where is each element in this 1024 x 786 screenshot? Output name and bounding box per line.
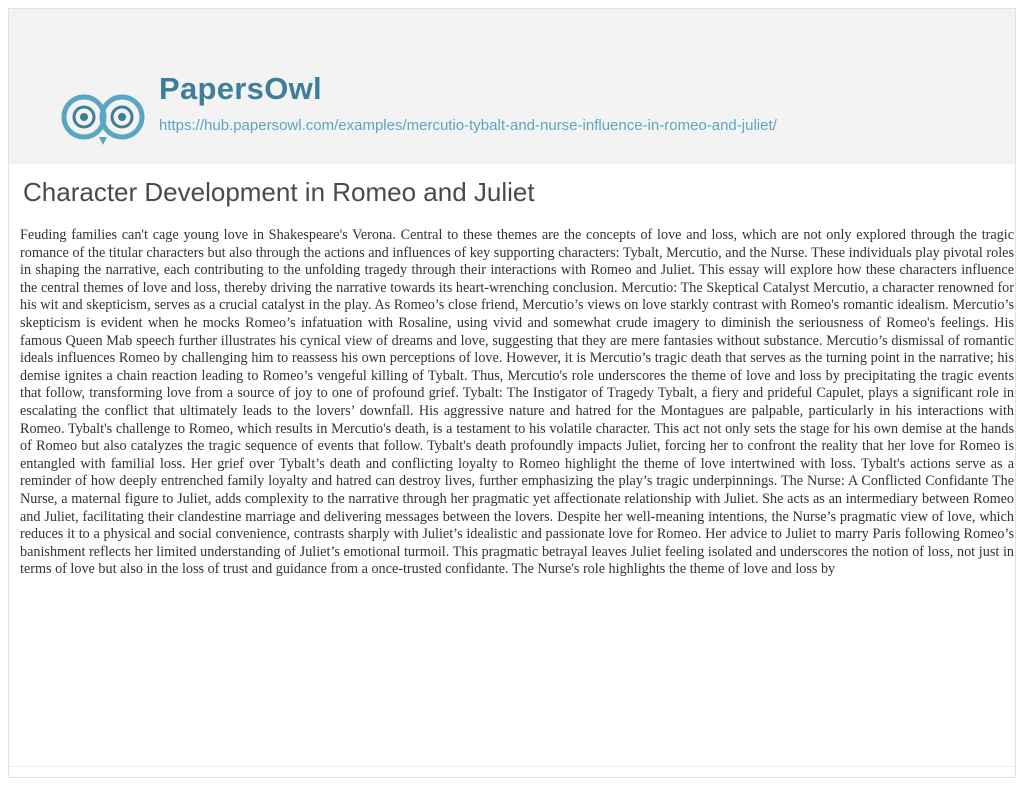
owl-logo-icon [55,73,151,153]
header [9,9,1015,164]
article-body: Feuding families can't cage young love in Shakespeare's Verona. Central to these themes are the concepts of love and loss, which are not only explored through the tragic romance of the titular characters but also through the actions and influences of key supporting characters: Tybalt, Mercutio, and the Nurse. These individuals play pivotal roles in shaping the narrative, each contributing to the unfolding tragedy through their interactions with Romeo and Juliet. This essay will explore how these characters influence the central themes of love and loss, thereby driving the narrative towards its heart-wrenching conclusion. Mercutio: The Skeptical Catalyst Mercutio, a character renowned for his wit and skepticism, serves as a crucial catalyst in the play. As Romeo’s close friend, Mercutio’s views on love starkly contrast with Romeo's romantic idealism. Mercutio’s skepticism is evident when he mocks Romeo’s infatuation with Rosaline, using vivid and somewhat crude imagery to diminish the seriousness of Romeo's feelings. His famous Queen Mab speech further illustrates his cynical view of dreams and love, suggesting that they are mere fantasies without substance. Mercutio’s dismissal of romantic ideals influences Romeo by challenging him to reassess his own perceptions of love. However, it is Mercutio’s tragic death that serves as the turning point in the narrative; his demise ignites a chain reaction leading to Romeo’s vengeful killing of Tybalt. Thus, Mercutio's role underscores the theme of love and loss by precipitating the tragic events that follow, transforming love from a source of joy to one of profound grief. Tybalt: The Instigator of Tragedy Tybalt, a fiery and prideful Capulet, plays a significant role in escalating the conflict that ultimately leads to the lovers’ downfall. His aggressive nature and hatred for the Montagues are palpable, particularly in his interactions with Romeo. Tybalt's challenge to Romeo, which results in Mercutio's death, is a testament to his volatile character. This act not only sets the stage for his own demise at the hands of Romeo but also catalyzes the tragic sequence of events that follow. Tybalt's death profoundly impacts Juliet, forcing her to confront the reality that her love for Romeo is entangled with familial loss. Her grief over Tybalt’s death and conflicting loyalty to Romeo highlight the theme of love intertwined with loss. Tybalt's actions serve as a reminder of how deeply entrenched family loyalty and hatred can destroy lives, further emphasizing the play’s tragic underpinnings. The Nurse: A Conflicted Confidante The Nurse, a maternal figure to Juliet, adds complexity to the narrative through her pragmatic yet affectionate relationship with Juliet. She acts as an intermediary between Romeo and Juliet, facilitating their clandestine marriage and delivering messages between the lovers. Despite her well-meaning intentions, the Nurse’s pragmatic view of love, which reduces it to a physical and social convenience, contrasts sharply with Juliet’s idealistic and passionate love for Romeo. Her advice to Juliet to marry Paris following Romeo’s banishment reflects her limited understanding of Juliet’s emotional turmoil. This pragmatic betrayal leaves Juliet feeling isolated and underscores the notion of loss, not just in terms of love but also in the loss of trust and guidance from a once-trusted confidante. The Nurse's role highlights the theme of love and loss by [20,227,1014,578]
article-title: Character Development in Romeo and Juliet [23,177,535,207]
footer-divider [9,766,1015,777]
brand-name[interactable]: PapersOwl [159,71,322,106]
page-frame [8,8,1016,778]
source-url[interactable]: https://hub.papersowl.com/examples/mercutio-tybalt-and-nurse-influence-in-romeo-and-juliet/ [159,117,777,134]
